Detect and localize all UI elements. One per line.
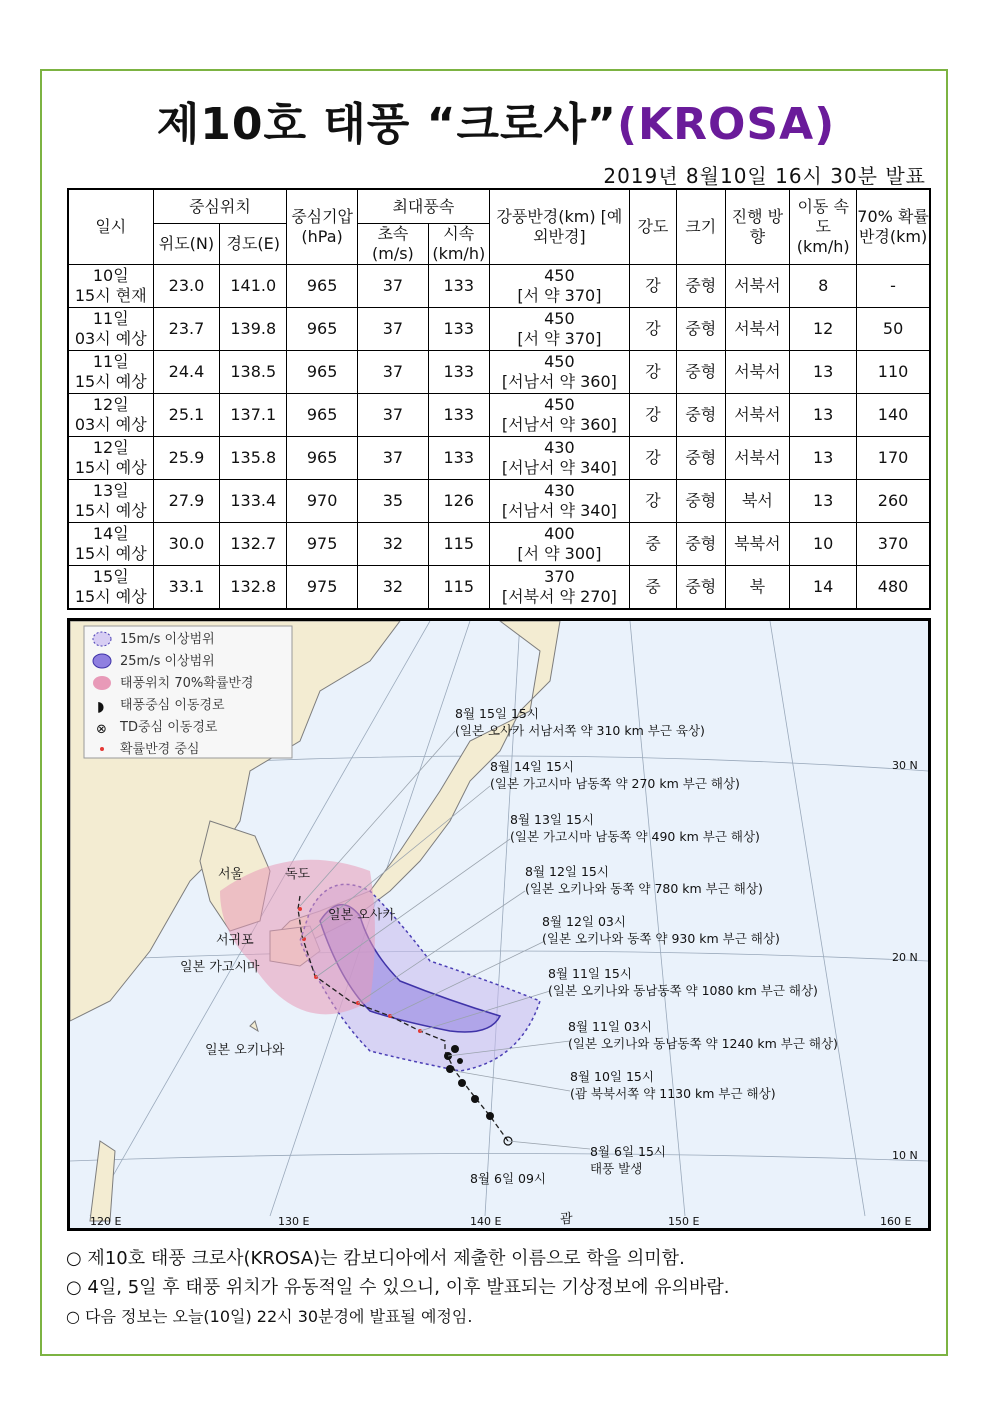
direction-cell: 서북서	[725, 308, 790, 351]
lon-cell: 138.5	[220, 351, 287, 394]
radius-cell-line2: [서 약 370]	[517, 329, 602, 348]
legend-label-5: 확률반경 중심	[120, 742, 200, 757]
intensity-cell: 강	[630, 480, 677, 523]
header-time: 일시	[68, 189, 153, 265]
direction-cell: 서북서	[725, 394, 790, 437]
time-cell	[68, 437, 153, 480]
annotation-detail-8: 태풍 발생	[590, 1161, 643, 1176]
intensity-cell: 중	[630, 566, 677, 610]
radius-cell	[489, 437, 629, 480]
time-cell-line2: 15시 예상	[74, 544, 147, 563]
direction-cell: 서북서	[725, 351, 790, 394]
radius-cell-line2: [서남서 약 340]	[501, 458, 617, 477]
header-kmh: 시속 (km/h)	[428, 224, 489, 265]
prob-cell: 260	[857, 480, 930, 523]
lat-cell: 23.7	[153, 308, 220, 351]
annotation-time-5: 8월 11일 15시	[548, 966, 632, 981]
intensity-cell: 강	[630, 394, 677, 437]
annotation-detail-1: (일본 가고시마 남동쪽 약 270 km 부근 해상)	[490, 776, 740, 791]
time-cell-line1: 12일	[92, 438, 129, 457]
radius-cell	[489, 265, 629, 308]
header-intensity: 강도	[630, 189, 677, 265]
kmh-cell: 133	[428, 394, 489, 437]
prob-cell: 50	[857, 308, 930, 351]
radius-cell	[489, 566, 629, 610]
kmh-cell: 126	[428, 480, 489, 523]
header-ms: 초속 (m/s)	[358, 224, 429, 265]
legend-label-1: 25m/s 이상범위	[120, 654, 215, 669]
annotation-time-8: 8월 6일 15시	[590, 1144, 666, 1159]
lon-cell: 132.8	[220, 566, 287, 610]
lat-label-2: 10 N	[892, 1149, 918, 1162]
header-lat: 위도(N)	[153, 224, 220, 265]
time-cell-line2: 15시 예상	[74, 458, 147, 477]
place-seogwipo: 서귀포	[216, 933, 254, 948]
lat-cell: 24.4	[153, 351, 220, 394]
table-row	[68, 480, 930, 523]
annotation-time-7: 8월 10일 15시	[570, 1069, 654, 1084]
legend-td-icon: ⊗	[96, 722, 107, 737]
lat-cell: 23.0	[153, 265, 220, 308]
kmh-cell: 115	[428, 566, 489, 610]
intensity-cell: 강	[630, 437, 677, 480]
time-cell	[68, 265, 153, 308]
table-row	[68, 265, 930, 308]
size-cell: 중형	[676, 480, 725, 523]
time-cell-line1: 14일	[92, 524, 129, 543]
pressure-cell: 965	[287, 394, 358, 437]
size-cell: 중형	[676, 308, 725, 351]
radius-cell-line2: [서 약 300]	[517, 544, 602, 563]
ms-cell: 37	[358, 265, 429, 308]
annotation-detail-5: (일본 오키나와 동남동쪽 약 1080 km 부근 해상)	[548, 983, 818, 998]
lon-label-4: 160 E	[880, 1215, 912, 1228]
prob-cell: 170	[857, 437, 930, 480]
time-cell-line1: 11일	[92, 309, 129, 328]
header-size: 크기	[676, 189, 725, 265]
legend-label-2: 태풍위치 70%확률반경	[120, 676, 254, 691]
speed-cell: 13	[790, 351, 857, 394]
forecast-table	[67, 188, 931, 610]
size-cell: 중형	[676, 523, 725, 566]
title-english: (KROSA)	[616, 99, 836, 150]
legend-15-icon	[93, 632, 111, 646]
legend-prob-icon	[93, 676, 111, 690]
time-cell	[68, 351, 153, 394]
lon-cell: 132.7	[220, 523, 287, 566]
annotation-time-4: 8월 12일 03시	[542, 914, 626, 929]
radius-cell-line1: 450	[544, 352, 575, 371]
direction-cell: 북북서	[725, 523, 790, 566]
lat-label-1: 20 N	[892, 951, 918, 964]
lon-cell: 133.4	[220, 480, 287, 523]
direction-cell: 북	[725, 566, 790, 610]
time-cell-line1: 12일	[92, 395, 129, 414]
header-direction: 진행 방향	[725, 189, 790, 265]
lon-label-3: 150 E	[668, 1215, 700, 1228]
issued-time: 2019년 8월10일 16시 30분 발표	[603, 164, 926, 188]
pressure-cell: 975	[287, 523, 358, 566]
track-map	[67, 618, 931, 1231]
header-radius: 강풍반경(km) [예외반경]	[489, 189, 629, 265]
radius-cell	[489, 394, 629, 437]
intensity-cell: 강	[630, 265, 677, 308]
legend-25-icon	[93, 654, 111, 668]
place-okinawa: 일본 오키나와	[205, 1043, 285, 1058]
pressure-cell: 965	[287, 308, 358, 351]
lon-label-0: 120 E	[90, 1215, 122, 1228]
radius-cell	[489, 523, 629, 566]
annotation-detail-7: (괌 북북서쪽 약 1130 km 부근 해상)	[570, 1086, 776, 1101]
radius-cell-line2: [서 약 370]	[517, 286, 602, 305]
lat-cell: 25.9	[153, 437, 220, 480]
annotation-time-9: 8월 6일 09시	[470, 1171, 546, 1186]
table-row	[68, 394, 930, 437]
time-cell	[68, 394, 153, 437]
radius-cell-line1: 450	[544, 309, 575, 328]
speed-cell: 13	[790, 437, 857, 480]
lat-cell: 33.1	[153, 566, 220, 610]
header-speed: 이동 속도 (km/h)	[790, 189, 857, 265]
lat-cell: 30.0	[153, 523, 220, 566]
annotation-detail-6: (일본 오키나와 동남동쪽 약 1240 km 부근 해상)	[568, 1036, 838, 1051]
annotation-detail-0: (일본 오사카 서남서쪽 약 310 km 부근 육상)	[455, 723, 705, 738]
intensity-cell: 강	[630, 308, 677, 351]
annotation-time-2: 8월 13일 15시	[510, 812, 594, 827]
size-cell: 중형	[676, 265, 725, 308]
radius-cell-line1: 430	[544, 481, 575, 500]
lon-label-1: 130 E	[278, 1215, 310, 1228]
speed-cell: 13	[790, 480, 857, 523]
time-cell-line2: 15시 예상	[74, 372, 147, 391]
pressure-cell: 975	[287, 566, 358, 610]
kmh-cell: 133	[428, 437, 489, 480]
radius-cell-line1: 370	[544, 567, 575, 586]
radius-cell	[489, 351, 629, 394]
note-1: ○ 제10호 태풍 크로사(KROSA)는 캄보디아에서 제출한 이름으로 학을 의미함.	[66, 1248, 685, 1269]
table-row	[68, 437, 930, 480]
radius-cell-line2: [서남서 약 340]	[501, 501, 617, 520]
direction-cell: 북서	[725, 480, 790, 523]
prob-cell: 110	[857, 351, 930, 394]
note-2: ○ 4일, 5일 후 태풍 위치가 유동적일 수 있으니, 이후 발표되는 기상정보에 유의바람.	[66, 1277, 730, 1298]
ms-cell: 37	[358, 351, 429, 394]
annotation-detail-4: (일본 오키나와 동쪽 약 930 km 부근 해상)	[542, 931, 780, 946]
lon-cell: 141.0	[220, 265, 287, 308]
kmh-cell: 115	[428, 523, 489, 566]
kmh-cell: 133	[428, 308, 489, 351]
lon-label-2: 140 E	[470, 1215, 502, 1228]
lat-cell: 27.9	[153, 480, 220, 523]
speed-cell: 13	[790, 394, 857, 437]
ms-cell: 35	[358, 480, 429, 523]
annotation-time-0: 8월 15일 15시	[455, 706, 539, 721]
speed-cell: 10	[790, 523, 857, 566]
lat-label-0: 30 N	[892, 759, 918, 772]
time-cell-line1: 13일	[92, 481, 129, 500]
pressure-cell: 965	[287, 265, 358, 308]
prob-cell: 140	[857, 394, 930, 437]
size-cell: 중형	[676, 351, 725, 394]
size-cell: 중형	[676, 437, 725, 480]
header-center: 중심위치	[153, 189, 287, 224]
radius-cell-line2: [서남서 약 360]	[501, 415, 617, 434]
radius-cell-line1: 400	[544, 524, 575, 543]
direction-cell: 서북서	[725, 265, 790, 308]
radius-cell-line2: [서북서 약 270]	[501, 587, 617, 606]
pressure-cell: 965	[287, 351, 358, 394]
lon-cell: 135.8	[220, 437, 287, 480]
time-cell-line2: 15시 예상	[74, 587, 147, 606]
radius-cell-line1: 450	[544, 266, 575, 285]
legend-dot-icon	[100, 747, 104, 751]
annotation-time-1: 8월 14일 15시	[490, 759, 574, 774]
ms-cell: 32	[358, 523, 429, 566]
time-cell-line2: 03시 예상	[74, 415, 147, 434]
kmh-cell: 133	[428, 351, 489, 394]
ms-cell: 37	[358, 437, 429, 480]
annotation-time-6: 8월 11일 03시	[568, 1019, 652, 1034]
pressure-cell: 965	[287, 437, 358, 480]
time-cell	[68, 566, 153, 610]
time-cell-line2: 03시 예상	[74, 329, 147, 348]
note-3: ○ 다음 정보는 오늘(10일) 22시 30분경에 발표될 예정임.	[66, 1307, 473, 1326]
ms-cell: 32	[358, 566, 429, 610]
time-cell-line1: 15일	[92, 567, 129, 586]
time-cell	[68, 308, 153, 351]
notes	[66, 1244, 729, 1331]
size-cell: 중형	[676, 566, 725, 610]
time-cell-line1: 10일	[92, 266, 129, 285]
header-pressure: 중심기압 (hPa)	[287, 189, 358, 265]
legend-label-4: TD중심 이동경로	[120, 720, 218, 735]
time-cell-line2: 15시 현재	[74, 286, 147, 305]
intensity-cell: 중	[630, 523, 677, 566]
direction-cell: 서북서	[725, 437, 790, 480]
time-cell-line1: 11일	[92, 352, 129, 371]
speed-cell: 14	[790, 566, 857, 610]
time-cell-line2: 15시 예상	[74, 501, 147, 520]
place-seoul: 서울	[218, 867, 244, 882]
ms-cell: 37	[358, 394, 429, 437]
lon-cell: 137.1	[220, 394, 287, 437]
radius-cell	[489, 308, 629, 351]
header-lon: 경도(E)	[220, 224, 287, 265]
table-row	[68, 351, 930, 394]
intensity-cell: 강	[630, 351, 677, 394]
annotation-time-3: 8월 12일 15시	[525, 864, 609, 879]
map-legend	[84, 626, 292, 758]
radius-cell-line2: [서남서 약 360]	[501, 372, 617, 391]
page-title	[0, 88, 992, 152]
header-prob: 70% 확률 반경(km)	[857, 189, 930, 265]
kmh-cell: 133	[428, 265, 489, 308]
annotation-detail-3: (일본 오키나와 동쪽 약 780 km 부근 해상)	[525, 881, 763, 896]
track-map-svg	[70, 621, 928, 1228]
pressure-cell: 970	[287, 480, 358, 523]
table-row	[68, 566, 930, 610]
legend-typhoon-icon: ◗	[97, 699, 105, 715]
legend-label-3: 태풍중심 이동경로	[120, 698, 225, 713]
place-dokdo: 독도	[285, 867, 311, 882]
legend-label-0: 15m/s 이상범위	[120, 632, 215, 647]
annotation-detail-2: (일본 가고시마 남동쪽 약 490 km 부근 해상)	[510, 829, 760, 844]
time-cell	[68, 480, 153, 523]
radius-cell-line1: 450	[544, 395, 575, 414]
lon-cell: 139.8	[220, 308, 287, 351]
place-kagoshima: 일본 가고시마	[180, 960, 260, 975]
lat-cell: 25.1	[153, 394, 220, 437]
prob-cell: 370	[857, 523, 930, 566]
radius-cell-line1: 430	[544, 438, 575, 457]
header-max-wind: 최대풍속	[358, 189, 490, 224]
prob-cell: 480	[857, 566, 930, 610]
ms-cell: 37	[358, 308, 429, 351]
table-row	[68, 308, 930, 351]
place-guam: 괌	[560, 1212, 573, 1227]
time-cell	[68, 523, 153, 566]
title-korean: 제10호 태풍 “크로사”	[156, 99, 617, 150]
prob-cell: -	[857, 265, 930, 308]
table-row	[68, 523, 930, 566]
place-osaka: 일본 오사카	[328, 908, 395, 923]
speed-cell: 12	[790, 308, 857, 351]
size-cell: 중형	[676, 394, 725, 437]
radius-cell	[489, 480, 629, 523]
speed-cell: 8	[790, 265, 857, 308]
